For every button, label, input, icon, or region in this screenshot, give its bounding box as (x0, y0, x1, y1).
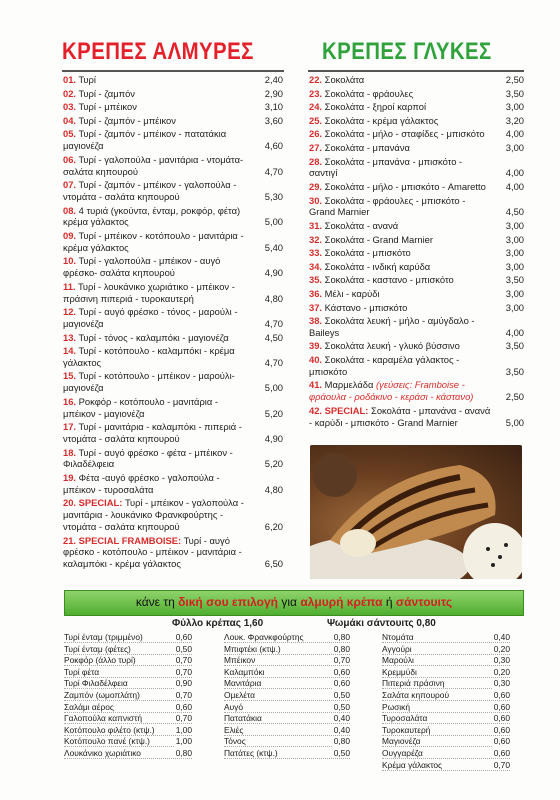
extra-item (382, 748, 510, 759)
item-description: Σοκολάτα - φράουλες - μπισκότο - Grand Marnier (309, 194, 466, 218)
item-number: 28. (309, 155, 323, 167)
menu-item (63, 472, 283, 496)
extra-price: 0,70 (175, 689, 192, 700)
item-number: 22. (309, 74, 323, 85)
extra-name: Κοτόπουλο φιλέτο (κτψ.) (64, 724, 155, 735)
item-description: Τυρί - τόνος - καλαμπόκι - μαγιονέζα (78, 331, 229, 343)
item-price: 2,40 (264, 74, 283, 85)
item-price: 4,70 (264, 165, 283, 177)
extra-price: 0,70 (493, 759, 510, 770)
item-price: 3,00 (505, 101, 524, 113)
item-number: 02. (63, 87, 77, 99)
item-number: 23. (309, 87, 323, 99)
item-price: 4,00 (505, 326, 524, 338)
item-number: 21. (63, 534, 77, 546)
item-description: Τυρί - γαλοπούλα - μανιτάρια - ντομάτα- σαλάτα κηπουρού (63, 153, 244, 177)
crepe-illustration (310, 445, 522, 579)
extra-name: Αγγούρι (382, 643, 412, 654)
item-price: 5,20 (264, 407, 283, 419)
item-description: Σοκολάτα - καστανο - μπισκότο (324, 274, 454, 286)
item-number: 10. (63, 255, 77, 267)
extra-price: 1,00 (175, 724, 192, 735)
item-price: 5,30 (264, 190, 283, 202)
item-price: 4,50 (264, 331, 283, 343)
extra-name: Γαλοπούλα καπνιστή (64, 713, 143, 724)
item-number: 15. (63, 370, 77, 382)
extra-price: 0,60 (493, 713, 510, 724)
extra-item (382, 690, 510, 701)
item-description: Τυρί - μανιτάρια - καλαμπόκι - πιπεριά - ντομάτα - σαλάτα κηπουρού (63, 421, 242, 445)
item-number: 39. (309, 340, 323, 352)
extra-item (382, 725, 510, 736)
item-description: Τυρί - γαλοπούλα - μπέικον - αυγό φρέσκο- σαλάτα κηπουρού (63, 255, 221, 279)
extra-price: 0,90 (175, 678, 192, 689)
extra-price: 0,60 (493, 724, 510, 735)
item-price: 2,50 (505, 391, 524, 403)
extra-item (224, 702, 350, 713)
item-number: 08. (63, 204, 77, 216)
extra-item (224, 667, 350, 678)
menu-item (63, 115, 283, 127)
item-number: 06. (63, 153, 77, 165)
extra-item (224, 713, 350, 724)
extra-name: Τυροκαυτερή (382, 724, 431, 735)
item-description: Τυρί (78, 74, 96, 85)
item-description: Τυρί - ζαμπόν (78, 87, 135, 99)
item-price: 3,00 (505, 233, 524, 245)
item-number: 42. (309, 404, 323, 416)
item-special-label: SPECIAL: (324, 404, 369, 416)
crepe-photo (310, 445, 522, 579)
custom-choice-banner (64, 590, 524, 616)
item-number: 05. (63, 128, 77, 140)
item-special-label: SPECIAL: (78, 497, 123, 509)
item-number: 26. (309, 128, 323, 140)
menu-item (309, 220, 524, 232)
menu-item (63, 396, 283, 420)
item-description: Τυρί - ζαμπόν - μπέικον - πατατάκια μαγιονέζα (63, 128, 227, 152)
menu-item (63, 421, 283, 445)
extras-column-3 (382, 632, 510, 771)
sweet-divider (308, 70, 524, 72)
extra-item (64, 655, 192, 666)
savory-crepes-title: ΚΡΕΠΕΣ ΑΛΜΥΡΕΣ (62, 38, 254, 65)
item-description: Σοκολάτα - μπανάνα (324, 141, 410, 153)
extra-item (382, 655, 510, 666)
extra-price: 0,60 (175, 701, 192, 712)
menu-item (63, 205, 283, 229)
extra-item (224, 632, 350, 643)
menu-item (63, 535, 283, 570)
item-number: 13. (63, 331, 77, 343)
extra-price: 0,60 (175, 632, 192, 642)
extra-item (64, 644, 192, 655)
extra-price: 0,60 (493, 747, 510, 758)
extra-price: 0,20 (493, 643, 510, 654)
item-flavors: (γεύσεις: Framboise - φράουλα - ροδάκινο - κεράσι - κάστανο) (309, 379, 474, 403)
menu-item (309, 340, 524, 352)
extra-item (224, 644, 350, 655)
extra-price: 0,30 (493, 655, 510, 666)
extra-price: 0,50 (333, 689, 350, 700)
item-price: 5,20 (264, 458, 283, 470)
extra-name: Μαρούλι (382, 655, 414, 666)
item-description: Τυρί - αυγό φρέσκο - φέτα - μπέικον - Φιλαδέλφεια (63, 446, 233, 470)
banner-own-choice: δική σου επιλογή (178, 595, 279, 609)
item-description: Μέλι - καρύδι (324, 287, 380, 299)
item-description: Σοκολάτα λευκή - μήλο - αμύγδαλο - Baileys (309, 315, 475, 338)
item-price: 3,10 (264, 101, 283, 113)
banner-sandwich: σάντουιτς (395, 595, 453, 609)
banner-or: ή (385, 595, 393, 609)
item-description: Σοκολάτα - φράουλες (324, 87, 414, 99)
extra-name: Ομελέτα (224, 689, 256, 700)
extra-item (382, 702, 510, 713)
extra-price: 0,70 (175, 713, 192, 724)
menu-item (309, 234, 524, 246)
extra-price: 0,40 (493, 632, 510, 642)
menu-item (309, 115, 524, 127)
item-description: Σοκολάτα - μπανάνα - ανανά - καρύδι - μπισκότο - Grand Marnier (309, 404, 491, 428)
crepe-sheet-price: Φύλλο κρέπας 1,60 (172, 618, 264, 629)
extra-price: 0,70 (175, 655, 192, 666)
item-price: 3,00 (505, 219, 524, 231)
item-number: 04. (63, 114, 77, 126)
extra-name: Τυρί ένταμ (φέτες) (64, 643, 131, 654)
item-price: 5,00 (505, 416, 524, 428)
extra-name: Τυροσαλάτα (382, 713, 428, 724)
item-price: 4,00 (505, 167, 524, 179)
extra-price: 0,60 (333, 666, 350, 677)
item-description: Σοκολάτα - ανανά (324, 219, 399, 231)
menu-item (309, 88, 524, 100)
item-price: 3,00 (505, 260, 524, 272)
extra-name: Ντομάτα (382, 632, 414, 642)
item-number: 09. (63, 229, 77, 241)
item-number: 38. (309, 315, 323, 327)
item-price: 3,00 (505, 287, 524, 299)
item-price: 4,90 (264, 267, 283, 279)
sweet-crepes-list (309, 74, 524, 430)
menu-item (309, 156, 524, 180)
item-number: 34. (309, 260, 323, 272)
extra-name: Καλαμπόκι (224, 666, 265, 677)
extra-name: Μαγιονέζα (382, 736, 421, 747)
item-number: 31. (309, 219, 323, 231)
extra-name: Τόνος (224, 736, 246, 747)
extra-price: 0,70 (175, 666, 192, 677)
extra-price: 0,80 (333, 736, 350, 747)
item-number: 41. (309, 379, 323, 391)
menu-item (63, 281, 283, 305)
menu-item (309, 274, 524, 286)
menu-item (63, 179, 283, 203)
extra-price: 0,80 (333, 643, 350, 654)
item-description: Σοκολάτα - μπισκότο (324, 247, 411, 259)
extra-price: 0,40 (333, 724, 350, 735)
menu-item (63, 230, 283, 254)
item-price: 6,20 (264, 521, 283, 533)
extra-item (224, 725, 350, 736)
item-number: 25. (309, 114, 323, 126)
item-price: 4,00 (505, 180, 524, 192)
item-description: Σοκολάτα - κρέμα γάλακτος (324, 114, 439, 126)
extra-price: 0,30 (493, 678, 510, 689)
menu-item (63, 497, 283, 532)
extra-item (224, 655, 350, 666)
item-number: 19. (63, 472, 77, 484)
item-number: 29. (309, 180, 323, 192)
menu-item (63, 154, 283, 178)
item-price: 4,80 (264, 483, 283, 495)
menu-item (309, 288, 524, 300)
menu-item (309, 128, 524, 140)
extra-price: 0,60 (493, 689, 510, 700)
item-description: Σοκολάτα - μπανάνα - μπισκότο - σαντιγί (309, 155, 463, 179)
item-price: 4,70 (264, 356, 283, 368)
extra-price: 0,80 (333, 632, 350, 642)
banner-text (65, 595, 523, 609)
extra-item (64, 725, 192, 736)
extra-name: Κρεμμύδι (382, 666, 417, 677)
item-description: 4 τυριά (γκούντα, ένταμ, ροκφόρ, φέτα) κρέμα γάλακτος (63, 204, 241, 228)
item-price: 4,70 (264, 317, 283, 329)
sweet-crepes-title: ΚΡΕΠΕΣ ΓΛΥΚΕΣ (322, 38, 492, 65)
item-price: 3,00 (505, 141, 524, 153)
extras-column-2 (224, 632, 350, 760)
extra-name: Τυρί Φιλαδέλφεια (64, 678, 128, 689)
extra-item (64, 632, 192, 643)
item-number: 33. (309, 247, 323, 259)
item-number: 14. (63, 345, 77, 357)
menu-item (63, 101, 283, 113)
item-price: 3,20 (505, 114, 524, 126)
extra-price: 0,40 (333, 713, 350, 724)
menu-item (309, 181, 524, 193)
item-number: 11. (63, 280, 76, 292)
menu-item (309, 354, 524, 378)
item-price: 6,50 (264, 558, 283, 570)
item-number: 36. (309, 287, 323, 299)
item-description: Τυρί - κοτόπουλο - μπέικον - μαρούλι- μαγιονέζα (63, 370, 235, 394)
item-price: 4,60 (264, 140, 283, 152)
item-description: Μαρμελάδα (324, 379, 374, 391)
menu-item (63, 306, 283, 330)
item-description: Τυρί - μπέικον - κοτόπουλο - μανιτάρια - κρέμα γάλακτος (63, 229, 244, 253)
extra-price: 0,50 (333, 701, 350, 712)
item-description: Φέτα -αυγό φρέσκο - γαλοπούλα - μπέικον - τυροσαλάτα (63, 472, 220, 495)
item-special-label: SPECIAL FRAMBOISE: (78, 534, 182, 546)
extra-price: 0,70 (333, 655, 350, 666)
extra-item (64, 667, 192, 678)
extra-item (224, 736, 350, 747)
extra-name: Μανιτάρια (224, 678, 262, 689)
item-description: Τυρί - μπέικον - γαλοπούλα - μανιτάρια - λουκάνικο Φρανκφούρτης - ντομάτα - σαλάτα κηπουρού (63, 497, 244, 533)
extra-name: Λουκάνικο χωριάτικο (64, 747, 141, 758)
menu-item (63, 332, 283, 344)
extra-item (382, 713, 510, 724)
item-price: 2,50 (505, 74, 524, 85)
banner-prefix: κάνε τη (135, 595, 175, 609)
extra-price: 0,20 (493, 666, 510, 677)
menu-item (63, 74, 283, 86)
item-number: 30. (309, 194, 323, 206)
menu-item (63, 370, 283, 394)
item-number: 16. (63, 395, 77, 407)
item-description: Τυρί - κοτόπουλο - καλαμπόκι - κρέμα γάλακτος (63, 345, 235, 368)
menu-item (309, 101, 524, 113)
extra-name: Αυγό (224, 701, 244, 712)
extra-price: 0,60 (493, 701, 510, 712)
extra-item (64, 678, 192, 689)
extra-name: Ουγγαρέζα (382, 747, 423, 758)
menu-item (63, 128, 283, 152)
extra-item (382, 678, 510, 689)
extra-item (224, 690, 350, 701)
item-number: 03. (63, 101, 77, 113)
extra-name: Πατατάκια (224, 713, 262, 724)
extra-item (382, 644, 510, 655)
extra-item (382, 736, 510, 747)
item-price: 3,00 (505, 247, 524, 259)
item-price: 5,00 (264, 382, 283, 394)
item-number: 17. (63, 421, 77, 433)
extra-name: Λουκ. Φρανκφούρτης (224, 632, 304, 642)
item-number: 37. (309, 301, 323, 313)
item-number: 20. (63, 497, 77, 509)
extra-name: Τυρί φέτα (64, 666, 100, 677)
extra-item (64, 748, 192, 759)
extra-price: 0,80 (175, 747, 192, 758)
item-description: Σοκολάτα - ξηροί καρποί (324, 101, 427, 113)
extra-name: Ελιές (224, 724, 244, 735)
extras-column-1 (64, 632, 192, 760)
extra-name: Ροκφόρ (άλλο τυρί) (64, 655, 136, 666)
item-price: 5,00 (264, 216, 283, 228)
item-description: Σοκολάτα - μήλο - μπισκότο - Amaretto (324, 180, 486, 192)
item-description: Κάστανο - μπισκότο (324, 301, 408, 313)
extra-item (382, 667, 510, 678)
extra-item (382, 760, 510, 771)
item-price: 3,00 (505, 301, 524, 313)
item-description: Ροκφόρ - κοτόπουλο - μανιτάρια - μπέικον - μαγιονέζα (63, 395, 219, 419)
item-price: 4,80 (264, 292, 283, 304)
menu-item (309, 74, 524, 86)
menu-item (309, 247, 524, 259)
item-price: 2,90 (264, 87, 283, 99)
extra-name: Ρωσική (382, 701, 410, 712)
extra-name: Μπέικον (224, 655, 256, 666)
menu-item (309, 195, 524, 219)
savory-divider (62, 70, 284, 72)
item-price: 3,50 (505, 365, 524, 377)
extra-price: 0,60 (333, 678, 350, 689)
item-number: 40. (309, 354, 323, 366)
item-price: 4,00 (505, 128, 524, 140)
item-number: 27. (309, 141, 323, 153)
item-description: Σοκολάτα (324, 74, 365, 85)
extra-price: 0,50 (333, 747, 350, 758)
item-price: 5,40 (264, 241, 283, 253)
extra-name: Πατάτες (κτψ.) (224, 747, 278, 758)
menu-item (63, 447, 283, 471)
banner-savory-crepe: αλμυρή κρέπα (300, 595, 383, 609)
banner-for: για (281, 595, 297, 609)
extra-name: Σαλάτα κηπουρού (382, 689, 450, 700)
item-description: Σοκολάτα - ινδική καρύδα (324, 260, 431, 272)
menu-item (309, 405, 524, 429)
extra-item (382, 632, 510, 643)
item-description: Σοκολάτα - μήλο - σταφίδες - μπισκότο (324, 128, 485, 140)
item-description: Τυρί - λουκάνικο χωριάτικο - μπέικον - πράσινη πιπεριά - τυροκαυτερή (63, 280, 235, 304)
item-description: Σοκολάτα - καραμέλα γάλακτος - μπισκότο (309, 354, 460, 377)
menu-item (309, 315, 524, 339)
menu-item (309, 261, 524, 273)
extra-name: Πιπεριά πράσινη (382, 678, 445, 689)
extra-item (64, 690, 192, 701)
item-price: 4,50 (505, 206, 524, 218)
item-description: Τυρί - ζαμπόν - μπέικον - γαλοπούλα - ντομάτα - σαλάτα κηπουρού (63, 179, 237, 202)
extra-price: 0,50 (175, 643, 192, 654)
extra-price: 0,60 (493, 736, 510, 747)
menu-item (309, 302, 524, 314)
extra-price: 1,00 (175, 736, 192, 747)
extra-item (224, 678, 350, 689)
item-price: 4,90 (264, 433, 283, 445)
menu-item (63, 255, 283, 279)
item-number: 07. (63, 179, 77, 191)
item-price: 3,50 (505, 87, 524, 99)
extra-item (64, 736, 192, 747)
extra-item (64, 702, 192, 713)
item-number: 35. (309, 274, 323, 286)
extra-name: Ζαμπόν (ωμοπλάτη) (64, 689, 140, 700)
menu-item (309, 379, 524, 403)
item-number: 12. (63, 306, 77, 318)
item-description: Τυρί - αυγό φρέσκο - τόνος - μαρούλι - μαγιονέζα (63, 306, 238, 329)
item-description: Τυρί - μπέικον (78, 101, 137, 113)
item-number: 01. (63, 74, 77, 85)
extra-name: Τυρί ένταμ (τριμμένο) (64, 632, 143, 642)
savory-crepes-list (63, 74, 283, 572)
item-price: 3,60 (264, 114, 283, 126)
extra-name: Μπιφτέκι (κτψ.) (224, 643, 281, 654)
extra-name: Σαλάμι αέρος (64, 701, 114, 712)
item-description: Σοκολάτα λευκή - γλυκό βύσσινο (324, 340, 460, 352)
item-description: Σοκολάτα - Grand Marnier (324, 233, 433, 245)
item-number: 32. (309, 233, 323, 245)
menu-item (63, 345, 283, 369)
extra-item (224, 748, 350, 759)
item-price: 3,50 (505, 340, 524, 352)
extra-name: Κρέμα γάλακτος (382, 759, 443, 770)
item-description: Τυρί - αυγό φρέσκο - κοτόπουλο - μπέικον - μανιτάρια - καλαμπόκι - κρέμα γάλακτος (63, 534, 242, 570)
item-number: 24. (309, 101, 323, 113)
menu-item (309, 142, 524, 154)
menu-item (63, 88, 283, 100)
item-number: 18. (63, 446, 77, 458)
item-description: Τυρί - ζαμπόν - μπέικον (78, 114, 176, 126)
extra-item (64, 713, 192, 724)
extra-name: Κοτόπουλο πανέ (κτψ.) (64, 736, 150, 747)
item-price: 3,50 (505, 274, 524, 286)
sandwich-bread-price: Ψωμάκι σάντουιτς 0,80 (327, 618, 436, 629)
